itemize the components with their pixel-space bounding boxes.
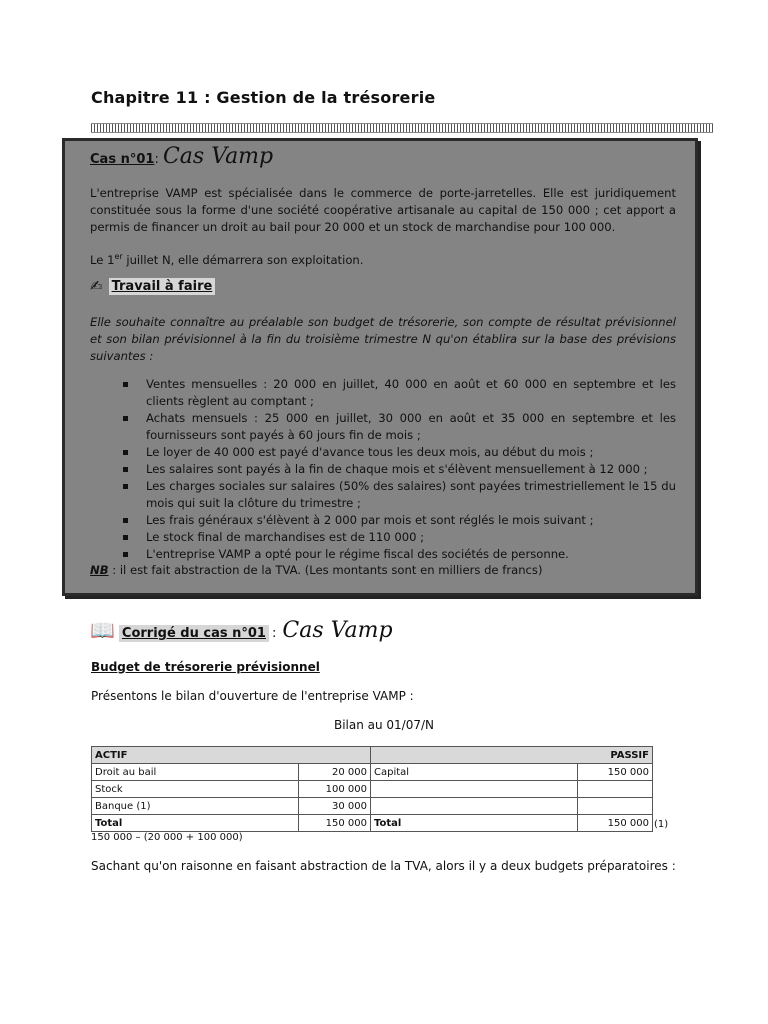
actif-value: 100 000	[299, 781, 371, 798]
actif-value: 20 000	[299, 764, 371, 781]
corrige-label: Corrigé du cas n°01	[119, 625, 269, 642]
bilan-title: Bilan au 01/07/N	[333, 718, 435, 732]
task-text: Elle souhaite connaître au préalable son budget de trésorerie, son compte de résultat prévisionnel et son bilan prévisionnel à la fin du troisième trimestre N qu'on établira sur la base des prévisions suivantes :	[90, 315, 676, 363]
actif-label: Droit au bail	[92, 764, 299, 781]
table-row	[92, 781, 653, 798]
actif-total-value: 150 000	[299, 815, 371, 832]
forecast-list	[120, 376, 676, 563]
nb-label: NB	[90, 563, 109, 577]
pencil-icon: ✍	[90, 277, 103, 295]
case-separator: :	[154, 152, 159, 167]
list-item: Ventes mensuelles : 20 000 en juillet, 40 000 en août et 60 000 en septembre et les clients règlent au comptant ;	[120, 376, 676, 410]
case-title: Cas Vamp	[162, 144, 274, 169]
passif-label: Capital	[371, 764, 578, 781]
section-title: Budget de trésorerie prévisionnel	[91, 660, 320, 674]
table-row	[92, 798, 653, 815]
list-item: Achats mensuels : 25 000 en juillet, 30 000 en août et 35 000 en septembre et les fournisseurs sont payés à 60 jours fin de mois ;	[120, 410, 676, 444]
actif-header: ACTIF	[92, 747, 371, 764]
list-item: Le stock final de marchandises est de 110 000 ;	[120, 529, 676, 546]
hatched-divider	[91, 123, 713, 133]
table-total-row	[92, 815, 653, 832]
passif-value	[578, 798, 653, 815]
book-icon: 📖	[90, 618, 115, 642]
start-date-before: Le 1	[90, 252, 115, 267]
actif-total-label: Total	[92, 815, 299, 832]
case-heading	[90, 144, 273, 169]
start-date-after: juillet N, elle démarrera son exploitation.	[122, 252, 364, 267]
passif-value	[578, 781, 653, 798]
task-label: Travail à faire	[109, 278, 216, 295]
corrige-title: Cas Vamp	[282, 618, 393, 643]
task-heading	[90, 277, 215, 295]
table-row	[92, 764, 653, 781]
nb-note	[90, 563, 542, 577]
list-item: Les salaires sont payés à la fin de chaque mois et s'élèvent mensuellement à 12 000 ;	[120, 461, 676, 478]
passif-label	[371, 781, 578, 798]
list-item: Le loyer de 40 000 est payé d'avance tous les deux mois, au début du mois ;	[120, 444, 676, 461]
list-item: L'entreprise VAMP a opté pour le régime fiscal des sociétés de personne.	[120, 546, 676, 563]
bilan-table	[91, 746, 653, 832]
passif-label	[371, 798, 578, 815]
list-item: Les charges sociales sur salaires (50% des salaires) sont payées trimestriellement le 15 du mois qui suit la clôture du trimestre ;	[120, 478, 676, 512]
footnote-marker: (1)	[654, 819, 669, 830]
case-label: Cas n°01	[90, 152, 155, 167]
bank-formula: 150 000 – (20 000 + 100 000)	[91, 832, 243, 843]
corrige-heading	[90, 618, 393, 643]
nb-text: : il est fait abstraction de la TVA. (Les montants sont en milliers de francs)	[108, 563, 543, 577]
actif-label: Stock	[92, 781, 299, 798]
start-date-line	[90, 248, 676, 269]
actif-value: 30 000	[299, 798, 371, 815]
list-item: Les frais généraux s'élèvent à 2 000 par mois et sont réglés le mois suivant ;	[120, 512, 676, 529]
start-date-sup: er	[114, 252, 123, 261]
passif-header: PASSIF	[371, 747, 653, 764]
actif-label: Banque (1)	[92, 798, 299, 815]
corrige-separator: :	[271, 626, 277, 641]
bilan-intro: Présentons le bilan d'ouverture de l'entreprise VAMP :	[91, 689, 414, 703]
passif-total-value: 150 000	[578, 815, 653, 832]
conclusion-line: Sachant qu'on raisonne en faisant abstraction de la TVA, alors il y a deux budgets préparatoires :	[91, 859, 676, 873]
passif-total-label: Total	[371, 815, 578, 832]
case-intro: L'entreprise VAMP est spécialisée dans le commerce de porte-jarretelles. Elle est juridiquement constituée sous la forme d'une société coopérative artisanale au capital de 150 000 ; cet apport a permis de financer un droit au bail pour 20 000 et un stock de marchandise pour 100 000.	[90, 186, 676, 234]
table-header-row	[92, 747, 653, 764]
passif-value: 150 000	[578, 764, 653, 781]
page-title: Chapitre 11 : Gestion de la trésorerie	[91, 88, 436, 107]
